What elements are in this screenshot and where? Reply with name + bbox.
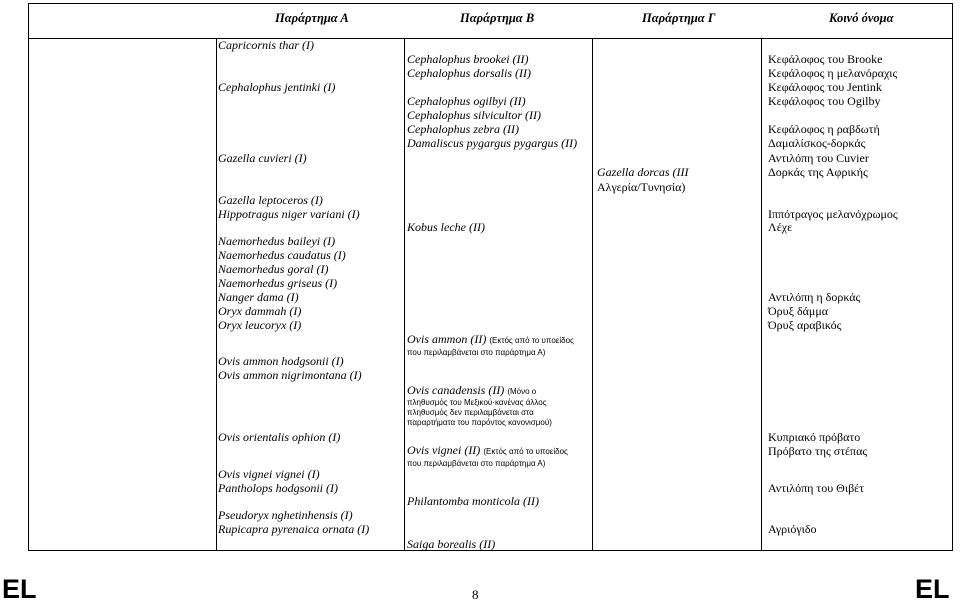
header-common-name: Κοινό όνομα xyxy=(829,11,894,25)
column-divider-4 xyxy=(761,38,762,550)
language-code-left: EL xyxy=(2,574,37,604)
species-b-entry: Cephalophus silvicultor (II) xyxy=(407,108,541,122)
header-appendix-c: Παράρτημα Γ xyxy=(642,11,716,25)
species-c-country: Αλγερία/Τυνησία) xyxy=(597,180,686,194)
species-name: Ovis ammon (II) xyxy=(407,332,487,346)
common-name-entry: Κεφάλοφος η μελανόραχις xyxy=(768,66,898,80)
species-a-entry: Oryx dammah (I) xyxy=(218,304,302,318)
species-note: (Μόνο ο xyxy=(507,387,537,396)
species-note: πληθυσμός δεν περιλαμβάνεται στα xyxy=(407,408,534,417)
common-name-entry: Αγριόγιδο xyxy=(768,522,817,536)
common-name-entry: Αντιλόπη η δορκάς xyxy=(768,290,861,304)
species-a-entry: Ovis ammon hodgsonii (I) xyxy=(218,354,344,368)
species-b-entry: Cephalophus brookei (II) xyxy=(407,52,529,66)
species-a-entry: Pantholops hodgsonii (I) xyxy=(218,481,338,495)
species-note: (Εκτός από το υποείδος xyxy=(483,447,568,456)
species-b-entry: Cephalophus ogilbyi (II) xyxy=(407,94,526,108)
species-a-entry: Oryx leucoryx (I) xyxy=(218,318,302,332)
species-a-entry: Gazella cuvieri (I) xyxy=(218,151,307,165)
common-name-entry: Ιππότραγος μελανόχρωμος xyxy=(768,207,898,221)
species-b-entry: Cephalophus zebra (II) xyxy=(407,122,519,136)
species-a-entry: Naemorhedus griseus (I) xyxy=(218,276,338,290)
common-name-entry: Κυπριακό πρόβατο xyxy=(768,430,861,444)
species-b-entry: Saiga borealis (II) xyxy=(407,537,496,551)
species-a-entry: Naemorhedus baileyi (I) xyxy=(218,234,336,248)
species-a-entry: Naemorhedus goral (I) xyxy=(218,262,329,276)
species-c-entry: Gazella dorcas (III xyxy=(597,165,689,179)
species-note: που περιλαμβάνεται στο παράρτημα Α) xyxy=(407,459,546,468)
common-name-entry: Όρυξ αραβικός xyxy=(768,318,842,332)
species-name: Ovis canadensis (II) xyxy=(407,383,505,397)
common-name-entry: Πρόβατο της στέπας xyxy=(768,444,868,458)
common-name-entry: Κεφάλοφος του Jentink xyxy=(768,80,882,94)
species-b-entry: Kobus leche (II) xyxy=(407,220,485,234)
common-name-entry: Αντιλόπη του Cuvier xyxy=(768,151,869,165)
species-note: (Εκτός από το υποείδος xyxy=(489,336,574,345)
common-name-entry: Κεφάλοφος του Brooke xyxy=(768,52,883,66)
species-a-entry: Ovis vignei vignei (I) xyxy=(218,467,320,481)
common-name-entry: Αντιλόπη του Θιβέτ xyxy=(768,481,865,495)
species-a-entry: Capricornis thar (I) xyxy=(218,38,314,52)
species-a-entry: Naemorhedus caudatus (I) xyxy=(218,248,346,262)
common-name-entry: Δαμαλίσκος-δορκάς xyxy=(768,136,866,150)
header-appendix-a: Παράρτημα Α xyxy=(275,11,349,25)
species-a-entry: Ovis orientalis ophion (I) xyxy=(218,430,341,444)
species-a-entry: Hippotragus niger variani (I) xyxy=(218,207,360,221)
species-a-entry: Nanger dama (I) xyxy=(218,290,299,304)
language-code-right: EL xyxy=(915,574,950,604)
header-appendix-b: Παράρτημα Β xyxy=(460,11,535,25)
header-divider xyxy=(29,38,952,39)
common-name-entry: Όρυξ δάμμα xyxy=(768,304,829,318)
common-name-entry: Δορκάς της Αφρικής xyxy=(768,165,868,179)
common-name-entry: Κεφάλοφος η ραβδωτή xyxy=(768,122,880,136)
common-name-entry: Κεφάλοφος του Ogilby xyxy=(768,94,881,108)
species-a-entry: Pseudoryx nghetinhensis (I) xyxy=(218,508,353,522)
species-a-entry: Ovis ammon nigrimontana (I) xyxy=(218,368,362,382)
species-note: πληθυσμός του Μεξικού·κανένας άλλος xyxy=(407,398,547,407)
species-name: Ovis vignei (II) xyxy=(407,443,481,457)
species-b-entry: Damaliscus pygargus pygargus (II) xyxy=(407,136,578,150)
common-name-entry: Λέχε xyxy=(768,220,793,234)
species-a-entry: Cephalophus jentinki (I) xyxy=(218,80,336,94)
column-divider-3 xyxy=(592,38,593,550)
column-divider-1 xyxy=(216,38,217,550)
species-b-entry: Cephalophus dorsalis (II) xyxy=(407,66,531,80)
species-note: που περιλαμβάνεται στο παράρτημα Α) xyxy=(407,348,546,357)
column-divider-2 xyxy=(404,38,405,550)
species-b-entry: Philantomba monticola (II) xyxy=(407,494,539,508)
species-a-entry: Gazella leptoceros (I) xyxy=(218,193,323,207)
species-a-entry: Rupicapra pyrenaica ornata (I) xyxy=(218,522,370,536)
page-number: 8 xyxy=(472,587,479,602)
species-note: παραρτήματα του παρόντος κανονισμού) xyxy=(407,418,552,427)
